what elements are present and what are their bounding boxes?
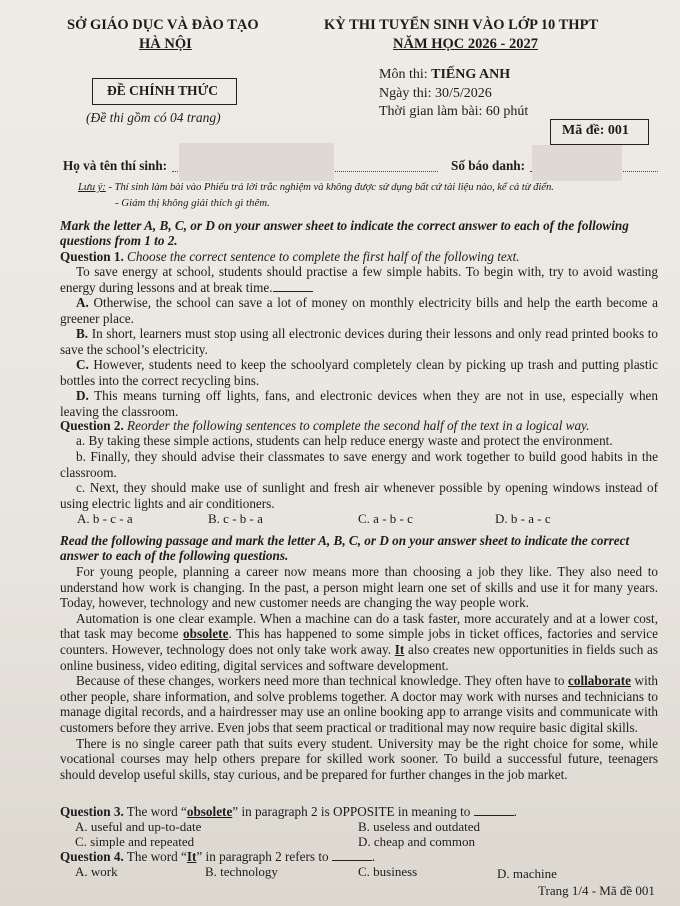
q1-option-b-letter: B. bbox=[76, 326, 89, 341]
q3-option-c: C. simple and repeated bbox=[75, 834, 195, 849]
section1-instruction-2: questions from 1 to 2. bbox=[60, 233, 178, 248]
q4-label: Question 4. bbox=[60, 849, 124, 864]
q2-sentence-b bbox=[60, 449, 658, 480]
q2-option-a: A. b - c - a bbox=[77, 511, 133, 526]
q1-option-a-text: Otherwise, the school can save a lot of money on monthly electricity bills and help the earth become a greener place. bbox=[60, 295, 658, 326]
q4-word: It bbox=[186, 849, 197, 864]
q2-option-d: D. b - a - c bbox=[495, 511, 551, 526]
q4-option-b: B. technology bbox=[205, 864, 278, 879]
passage-paragraph-3 bbox=[60, 673, 658, 735]
q3-text-a: The word “ bbox=[123, 804, 187, 819]
q3-end: . bbox=[513, 804, 517, 819]
q4-option-c: C. business bbox=[358, 864, 418, 879]
q3-label: Question 3. bbox=[60, 804, 124, 819]
exam-title: KỲ THI TUYỂN SINH VÀO LỚP 10 THPT bbox=[324, 17, 599, 33]
subject-line bbox=[379, 67, 510, 83]
passage-p3-part-b: with other people, share information, and solve problems together. A doctor may work with nurses and technicians to manage digital records, and a hairdresser may use an online booking app to arrange visits and communicate with customers before they arrive. Even jobs that seem practical or traditional may now require basic digital skills. bbox=[60, 673, 658, 735]
section2-instruction-2: answer to each of the following questions. bbox=[60, 548, 289, 563]
q4-text-a: The word “ bbox=[123, 849, 187, 864]
q4-option-a: A. work bbox=[75, 864, 118, 879]
department-city: HÀ NỘI bbox=[139, 36, 192, 52]
q1-option-d-text: This means turning off lights, fans, and electronic devices when they are not in use, especially when leaving the classroom. bbox=[60, 388, 658, 419]
q2-option-c: C. a - b - c bbox=[358, 511, 413, 526]
department-name: SỞ GIÁO DỤC VÀ ĐÀO TẠO bbox=[67, 17, 259, 33]
official-label: ĐỀ CHÍNH THỨC bbox=[107, 83, 219, 98]
pages-note: (Đề thi gồm có 04 trang) bbox=[86, 110, 221, 125]
exam-date: Ngày thi: 30/5/2026 bbox=[379, 86, 492, 101]
q2-prompt: Reorder the following sentences to complete the second half of the text in a logical way. bbox=[123, 418, 590, 433]
q1-stem bbox=[60, 264, 658, 295]
q3-blank bbox=[474, 805, 514, 816]
q4-text-b: ” in paragraph 2 refers to bbox=[196, 849, 329, 864]
q3-option-d: D. cheap and common bbox=[358, 834, 475, 849]
candidate-number-redaction bbox=[532, 145, 622, 181]
passage-p2-part-c: also creates new opportunities in fields such as online business, video editing, digital services and software development. bbox=[60, 641, 658, 673]
q3-word: obsolete bbox=[186, 804, 233, 819]
candidate-name-redaction bbox=[179, 143, 334, 181]
q4-end: . bbox=[371, 849, 376, 864]
q4-blank bbox=[332, 850, 372, 861]
passage-p2-part-b: . This has happened to some simple jobs in ticket offices, factories and service counters. However, technology does not only take work away. bbox=[60, 626, 658, 657]
page-footer: Trang 1/4 - Mã đề 001 bbox=[538, 883, 655, 898]
passage-paragraph-4: There is no single career path that suits every student. University may be the right choice for some, while vocational courses may help others prepare for skilled work sooner. To build a successful future, teenagers should develop useful skills, stay curious, and be prepared for further changes in the job market. bbox=[60, 735, 658, 782]
q4-option-d: D. machine bbox=[497, 866, 557, 881]
exam-duration: Thời gian làm bài: 60 phút bbox=[379, 104, 529, 119]
q1-option-a-letter: A. bbox=[76, 295, 89, 310]
candidate-name-label: Họ và tên thí sinh: bbox=[63, 158, 168, 173]
passage-word-it: It bbox=[394, 641, 405, 657]
exam-code: Mã đề: 001 bbox=[562, 123, 629, 138]
q4-heading bbox=[60, 849, 375, 864]
q1-option-b-text: In short, learners must stop using all electronic devices during their lessons and only read printed books to save the school’s electricity. bbox=[60, 326, 658, 357]
candidate-number-label: Số báo danh: bbox=[451, 158, 526, 173]
q1-option-c bbox=[60, 357, 658, 388]
q2-heading bbox=[60, 418, 589, 433]
passage bbox=[60, 564, 658, 782]
notes-label: Lưu ý: bbox=[78, 181, 106, 193]
passage-paragraph-2 bbox=[60, 611, 658, 673]
subject-label: Môn thi: bbox=[379, 67, 432, 82]
passage-word-obsolete: obsolete bbox=[183, 626, 229, 642]
q2-option-b: B. c - b - a bbox=[208, 511, 263, 526]
q1-option-b bbox=[60, 326, 658, 357]
q3-option-a: A. useful and up-to-date bbox=[75, 819, 202, 834]
q2-sentence-a-text: a. By taking these simple actions, students can help reduce energy waste and protect the environment. bbox=[76, 433, 613, 448]
q1-option-a bbox=[60, 295, 658, 326]
q1-prompt: Choose the correct sentence to complete the first half of the following text. bbox=[123, 249, 520, 264]
q1-label: Question 1. bbox=[60, 249, 124, 264]
passage-p3-part-a: Because of these changes, workers need more than technical knowledge. They often have to bbox=[76, 673, 569, 689]
q2-sentence-c-text: c. Next, they should make use of sunlight and fresh air whenever possible by opening windows instead of using electric lights and air conditioners. bbox=[60, 480, 658, 511]
section2-instruction-1: Read the following passage and mark the letter A, B, C, or D on your answer sheet to indicate the correct bbox=[60, 533, 630, 548]
q1-option-d bbox=[60, 388, 658, 419]
q2-sentence-a bbox=[60, 433, 658, 449]
q1-stem-2: wasting energy during lessons and at break time. bbox=[60, 264, 658, 295]
passage-paragraph-1: For young people, planning a career now means more than choosing a job they like. They also need to understand how work is changing. In the past, a person might learn one set of skills and use it for many years. Today, however, technology and new customer needs are changing the way people work. bbox=[60, 564, 658, 611]
q3-option-b: B. useless and outdated bbox=[358, 819, 481, 834]
q2-sentence-b-text: b. Finally, they should advise their classmates to save energy and work together to build good habits in the classroom. bbox=[60, 449, 658, 480]
school-year: NĂM HỌC 2026 - 2027 bbox=[393, 36, 538, 52]
q2-sentence-c bbox=[60, 480, 658, 511]
q1-option-c-text: However, students need to keep the schoolyard completely clean by picking up trash and putting plastic bottles into the correct recycling bins. bbox=[60, 357, 658, 388]
q2-label: Question 2. bbox=[60, 418, 124, 433]
q3-heading bbox=[60, 804, 517, 819]
notes-line-2: - Giám thị không giải thích gì thêm. bbox=[115, 197, 270, 209]
passage-p2-part-a: Automation is one clear example. When a machine can do a task faster, more accurately and at a lower cost, that task may become bbox=[60, 610, 658, 642]
q1-option-c-letter: C. bbox=[76, 357, 89, 372]
section1-instruction-1: Mark the letter A, B, C, or D on your answer sheet to indicate the correct answer to each of the following bbox=[60, 218, 629, 233]
notes-text-1: - Thí sinh làm bài vào Phiếu trả lời trắc nghiệm và không được sử dụng bất cứ tài liệu nào, kể cả từ điển. bbox=[105, 181, 554, 193]
q1-heading bbox=[60, 249, 520, 264]
notes-line-1 bbox=[78, 181, 554, 193]
subject-value: TIẾNG ANH bbox=[431, 67, 511, 82]
q1-option-d-letter: D. bbox=[76, 388, 89, 403]
passage-word-collaborate: collaborate bbox=[568, 673, 632, 689]
q1-blank bbox=[273, 281, 313, 292]
q3-text-b: ” in paragraph 2 is OPPOSITE in meaning to bbox=[232, 804, 471, 819]
q1-stem-1: To save energy at school, students should practise a few simple habits. To begin with, try to avoid bbox=[76, 264, 613, 279]
